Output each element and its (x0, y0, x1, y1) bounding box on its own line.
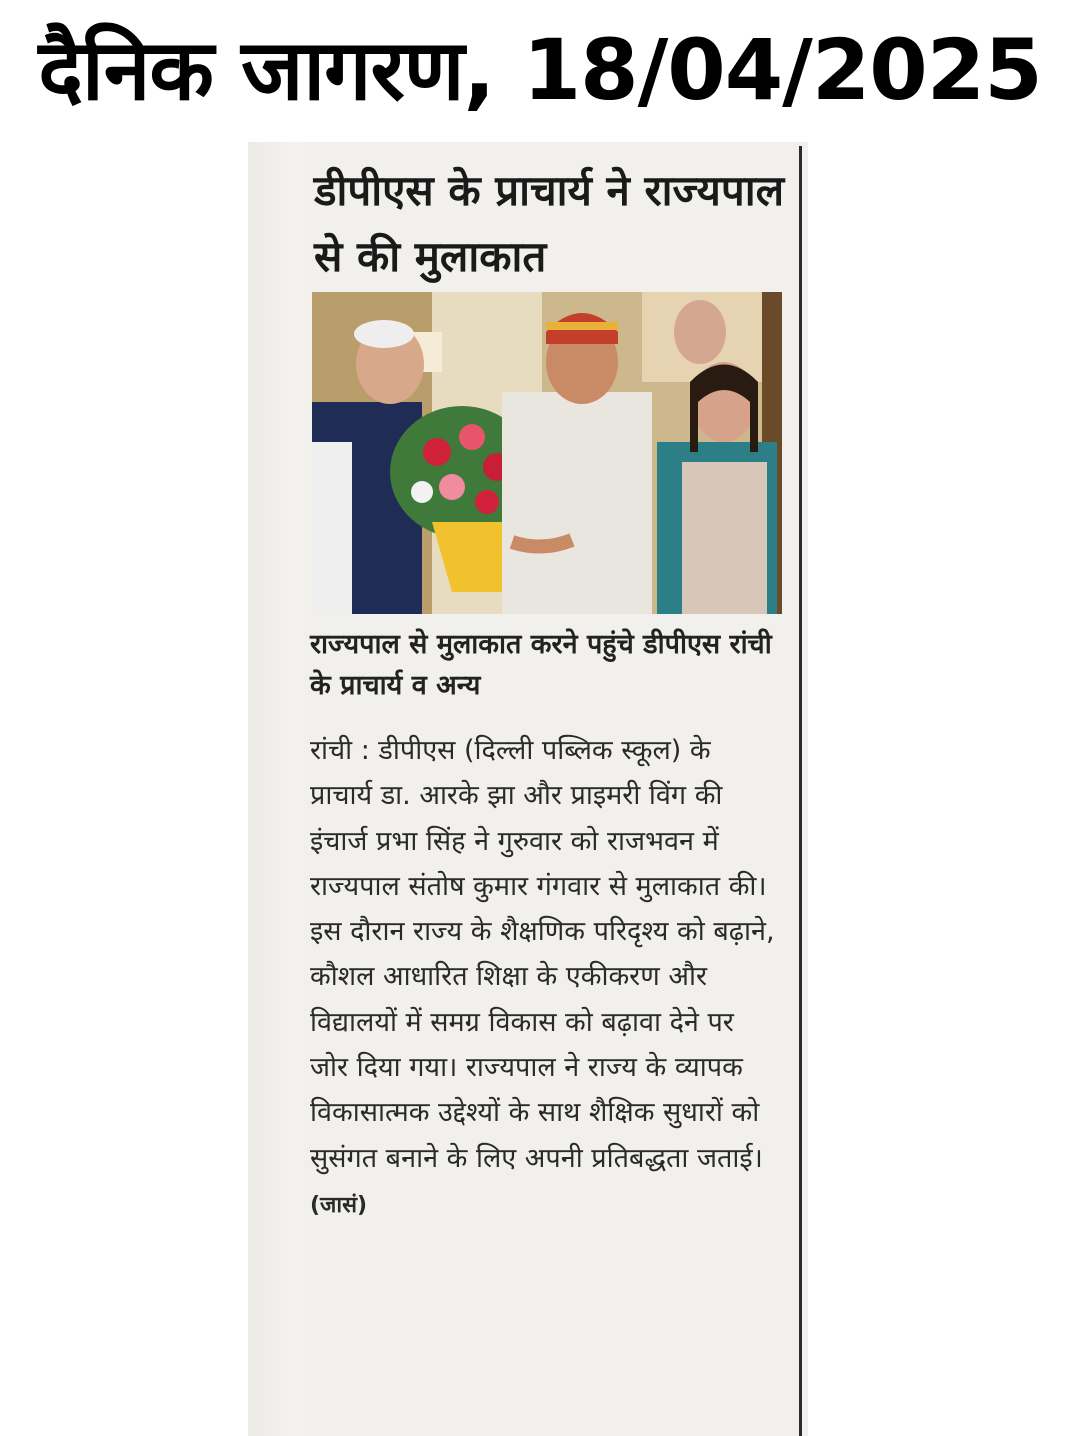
clipping-margin (248, 142, 304, 1436)
news-photo (312, 292, 782, 614)
column-divider (799, 146, 802, 1436)
photo-flower (439, 474, 465, 500)
photo-caption: राज्यपाल से मुलाकात करने पहुंचे डीपीएस रांची के प्राचार्य व अन्य (310, 629, 772, 701)
photo-hand (512, 540, 572, 547)
masthead (0, 0, 1080, 140)
article-credit: (जासं) (310, 1192, 368, 1218)
photo-man-left-sleeve (312, 442, 352, 614)
photo-woman-dupatta (682, 462, 767, 614)
photo-flower (411, 481, 433, 503)
photo-flower (423, 438, 451, 466)
article-body (310, 728, 780, 1228)
article-body-text: रांची : डीपीएस (दिल्ली पब्लिक स्कूल) के प्राचार्य डा. आरके झा और प्राइमरी विंग की इंचार्ज प्रभा सिंह ने गुरुवार को राजभवन में राज्यपाल संतोष कुमार गंगवार से मुलाकात की। इस दौरान राज्य के शैक्षणिक परिदृश्य को बढ़ाने, कौशल आधारित शिक्षा के एकीकरण और विद्यालयों में समग्र विकास को बढ़ावा देने पर जोर दिया गया। राज्यपाल ने राज्य के व्यापक विकासात्मक उद्देश्यों के साथ शैक्षिक सुधारों को सुसंगत बनाने के लिए अपनी प्रतिबद्धता जताई। (310, 735, 775, 1174)
photo-man-left-hair (354, 320, 414, 348)
photo-turban-band (546, 322, 618, 330)
newspaper-date-title: दैनिक जागरण, 18/04/2025 (38, 21, 1042, 119)
photo-man-center-shirt (502, 392, 652, 614)
photo-portrait-face (674, 300, 726, 364)
photo-flower (475, 490, 499, 514)
news-clipping (248, 142, 808, 1436)
article-headline: डीपीएस के प्राचार्य ने राज्यपाल से की मुलाकात (314, 166, 785, 281)
photo-illustration (312, 292, 782, 614)
photo-flower (459, 424, 485, 450)
